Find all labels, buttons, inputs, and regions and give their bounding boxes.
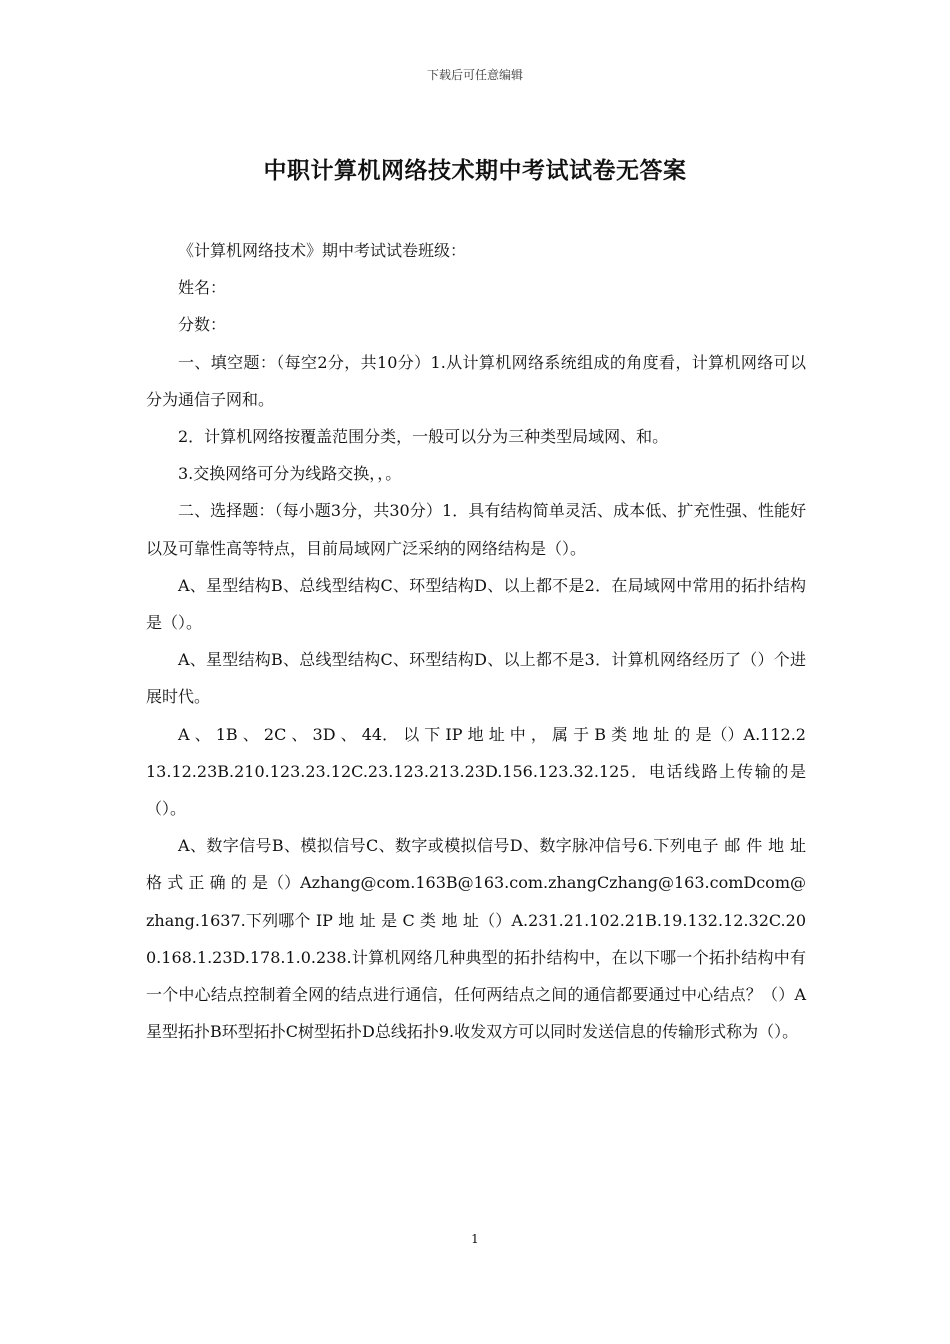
document-title: 中职计算机网络技术期中考试试卷无答案 <box>263 158 687 184</box>
choice-question-3: A、星型结构B、总线型结构C、环型结构D、以上都不是3．计算机网络经历了（）个进展时代。 <box>146 650 806 707</box>
exam-score-line: 分数： <box>178 315 227 335</box>
header-note: 下载后可任意编辑 <box>426 68 523 82</box>
page-number: 1 <box>471 1232 479 1246</box>
exam-class-line: 《计算机网络技术》期中考试试卷班级： <box>178 241 467 260</box>
exam-name-line: 姓名： <box>178 278 227 298</box>
document-body <box>146 232 806 1050</box>
choice-question-2: A、星型结构B、总线型结构C、环型结构D、以上都不是2．在局域网中常用的拓扑结构是（）。 <box>146 575 806 633</box>
choice-question-4-5: A 、 1B 、 2C 、 3D 、 44． 以 下 IP 地 址 中 ， 属 于 B 类 地 址 的 是（）A.112.213.12.23B.210.123.23.12C.23.123.213.23D.156.123.32.125．电话线路上传输的是（）。 <box>146 724 806 819</box>
fill-in-question-2: 2．计算机网络按覆盖范围分类，一般可以分为三种类型局域网、和。 <box>178 427 669 447</box>
choice-question-6-9: A、数字信号B、模拟信号C、数字或模拟信号D、数字脉冲信号6.下列电子 邮 件 地 址 格 式 正 确 的 是（）Azhang@com.163B@163.com.zhangCzhang@163.comDcom@zhang.1637.下列哪个 IP 地 址 是 C 类 地 址（）A.231.21.102.21B.19.132.12.32C.200.168.1.23D.178.1.0.238.计算机网络几种典型的拓扑结构中，在以下哪一个拓扑结构中有一个中心结点控制着全网的结点进行通信，任何两结点之间的通信都要通过中心结点？（）A星型拓扑B环型拓扑C树型拓扑D总线拓扑9.收发双方可以同时发送信息的传输形式称为（）。 <box>146 836 806 1042</box>
fill-in-section: 一、填空题：（每空2分，共10分）1.从计算机网络系统组成的角度看，计算机网络可以分为通信子网和。 <box>146 352 806 409</box>
choice-section: 二、选择题：（每小题3分，共30分）1．具有结构简单灵活、成本低、扩充性强、性能好以及可靠性高等特点，目前局域网广泛采纳的网络结构是（）。 <box>146 501 806 558</box>
fill-in-question-3: 3.交换网络可分为线路交换，，。 <box>178 464 402 484</box>
